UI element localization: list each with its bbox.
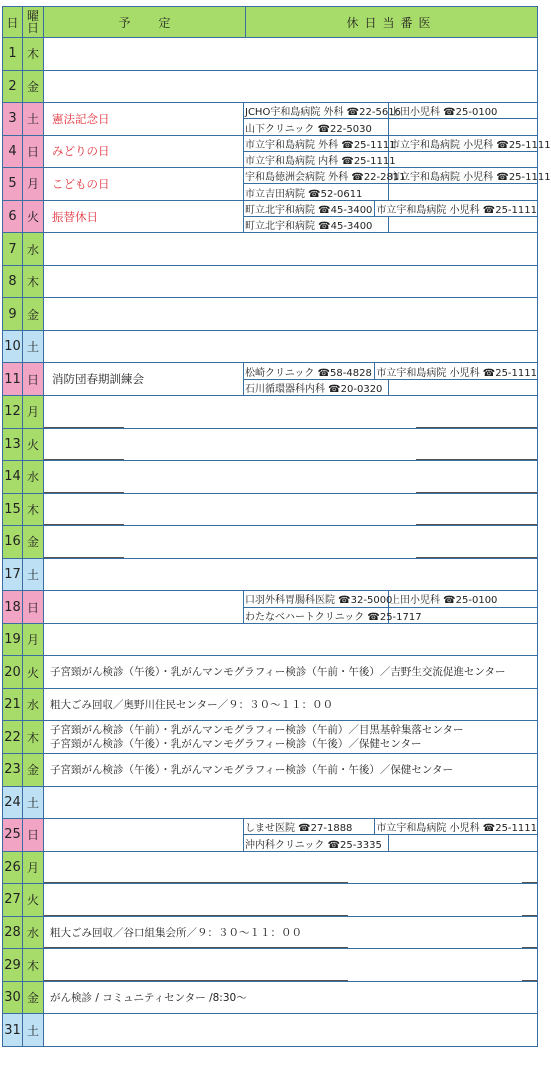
weekday-cell: 土	[23, 1014, 44, 1046]
weekday-cell: 土	[23, 559, 44, 591]
doctor-empty	[389, 152, 537, 167]
schedule-table	[2, 6, 551, 1047]
event-text	[44, 917, 537, 949]
event-line: がん検診 / コミュニティセンター /8:30～	[50, 991, 247, 1004]
underline	[522, 980, 537, 981]
doctor-entry: 市立宇和島病院 内科 ☎25-1111	[244, 152, 389, 167]
row-content	[44, 71, 537, 103]
table-row	[2, 136, 551, 169]
weekday-cell: 火	[23, 201, 44, 233]
weekday-cell: 水	[23, 233, 44, 265]
doctor-entry: わたなべハートクリニック ☎25-1717	[244, 608, 389, 623]
doctor-row	[244, 380, 537, 395]
weekday-cell: 月	[23, 624, 44, 656]
day-cell: 24	[3, 787, 23, 819]
plan-text: みどりの日	[52, 144, 110, 159]
row-content	[44, 461, 537, 493]
doctor-row	[244, 136, 551, 152]
weekday-cell: 日	[23, 363, 44, 395]
doctor-entry: 市立宇和島病院 小児科 ☎25-1111	[376, 204, 537, 216]
doctor-entry: 町立北宇和病院 ☎45-3400	[244, 201, 375, 216]
underline	[416, 557, 537, 558]
day-cell: 13	[3, 429, 23, 461]
row-content	[44, 982, 537, 1014]
row-content	[44, 266, 537, 298]
table-header	[2, 6, 538, 38]
day-cell: 1	[3, 38, 23, 70]
day-cell: 11	[3, 363, 23, 395]
event-line: 子宮頸がん検診（午前）・乳がんマンモグラフィー検診（午前）／目黒基幹集落センター	[50, 724, 464, 737]
weekday-cell: 月	[23, 852, 44, 884]
weekday-cell: 月	[23, 168, 44, 200]
underline	[44, 557, 124, 558]
event-line: 子宮頸がん検診（午後）・乳がんマンモグラフィー検診（午後）／保健センター	[50, 738, 422, 751]
weekday-cell: 木	[23, 949, 44, 981]
doctor-row	[244, 591, 537, 607]
day-cell: 2	[3, 71, 23, 103]
doctor-empty	[389, 119, 537, 134]
row-content	[44, 429, 537, 461]
underline	[44, 947, 348, 948]
underline	[416, 427, 537, 428]
day-cell: 22	[3, 721, 23, 753]
table-row	[2, 266, 538, 299]
underline	[44, 980, 348, 981]
header-plan: 予定	[44, 7, 246, 37]
weekday-cell: 火	[23, 884, 44, 916]
duty-doctor-cell	[243, 819, 537, 851]
day-cell: 17	[3, 559, 23, 591]
doctor-entry: 宇和島徳洲会病院 外科 ☎22-2811	[244, 168, 389, 183]
row-content	[44, 103, 537, 135]
row-content	[44, 38, 537, 70]
day-cell: 23	[3, 754, 23, 786]
row-content	[44, 721, 537, 753]
header-weekday: 曜日	[23, 7, 44, 37]
row-content	[44, 949, 537, 981]
day-cell: 20	[3, 656, 23, 688]
weekday-cell: 木	[23, 494, 44, 526]
table-row	[2, 233, 538, 266]
event-text	[44, 982, 537, 1014]
day-cell: 7	[3, 233, 23, 265]
row-content	[44, 591, 537, 623]
weekday-cell: 日	[23, 819, 44, 851]
row-content	[44, 689, 537, 721]
doctor-entry: 市立宇和島病院 小児科 ☎25-1111	[390, 139, 551, 151]
event-line: 子宮頸がん検診（午後）・乳がんマンモグラフィー検診（午前・午後）／吉野生交流促進センター	[50, 666, 506, 679]
table-row	[2, 71, 538, 104]
underline	[44, 427, 124, 428]
table-row	[2, 168, 551, 201]
row-content	[44, 201, 537, 233]
table-row	[2, 201, 538, 234]
row-content	[44, 1014, 537, 1046]
row-content	[44, 559, 537, 591]
event-line: 粗大ごみ回収／奥野川住民センター／９：３０～１１：００	[50, 698, 334, 711]
day-cell: 5	[3, 168, 23, 200]
table-row	[2, 787, 538, 820]
event-text	[44, 656, 537, 688]
doctor-entry: 市立宇和島病院 外科 ☎25-1111	[244, 136, 389, 151]
table-row	[2, 1014, 538, 1047]
underline	[416, 492, 537, 493]
weekday-cell: 水	[23, 461, 44, 493]
day-cell: 21	[3, 689, 23, 721]
table-row	[2, 949, 538, 982]
doctor-entry: しませ医院 ☎27-1888	[244, 819, 375, 834]
table-row	[2, 559, 538, 592]
row-content	[44, 852, 537, 884]
table-row	[2, 656, 538, 689]
plan-text: 振替休日	[52, 209, 98, 224]
row-content	[44, 819, 537, 851]
weekday-cell: 金	[23, 982, 44, 1014]
doctor-row	[244, 152, 537, 167]
underline	[44, 882, 348, 883]
doctor-empty	[389, 835, 537, 850]
day-cell: 30	[3, 982, 23, 1014]
event-text	[44, 689, 537, 721]
table-row	[2, 689, 538, 722]
table-row	[2, 526, 538, 559]
doctor-empty	[389, 184, 537, 199]
doctor-entry: 市立吉田病院 ☎52-0611	[244, 184, 389, 199]
day-cell: 26	[3, 852, 23, 884]
weekday-cell: 水	[23, 917, 44, 949]
doctor-entry: 松崎クリニック ☎58-4828	[244, 363, 375, 378]
underline	[44, 915, 348, 916]
table-row	[2, 721, 538, 754]
duty-doctor-cell	[243, 136, 551, 168]
row-content	[44, 298, 537, 330]
plan-text: 消防団春期訓練会	[52, 372, 144, 387]
event-line: 粗大ごみ回収／谷口組集会所／９：３０～１１：００	[50, 926, 302, 939]
weekday-cell: 土	[23, 331, 44, 363]
day-cell: 31	[3, 1014, 23, 1046]
table-row	[2, 461, 538, 494]
table-row	[2, 917, 538, 950]
row-content	[44, 396, 537, 428]
doctor-entry: 上田小児科 ☎25-0100	[390, 595, 498, 607]
event-text	[44, 721, 537, 753]
doctor-entry: JCHO宇和島病院 外科 ☎22-5616	[244, 103, 389, 118]
day-cell: 10	[3, 331, 23, 363]
day-cell: 18	[3, 591, 23, 623]
table-row	[2, 754, 538, 787]
day-cell: 4	[3, 136, 23, 168]
weekday-cell: 月	[23, 396, 44, 428]
underline	[44, 524, 124, 525]
doctor-row	[244, 835, 537, 850]
doctor-row	[244, 819, 537, 835]
table-row	[2, 298, 538, 331]
duty-doctor-cell	[243, 168, 551, 200]
weekday-cell: 金	[23, 526, 44, 558]
weekday-cell: 木	[23, 721, 44, 753]
doctor-entry: 市立宇和島病院 小児科 ☎25-1111	[376, 367, 537, 379]
row-content	[44, 884, 537, 916]
doctor-entry: 石川循環器科内科 ☎20-0320	[244, 380, 389, 395]
day-cell: 27	[3, 884, 23, 916]
day-cell: 9	[3, 298, 23, 330]
table-row	[2, 982, 538, 1015]
duty-doctor-cell	[243, 363, 537, 395]
table-row	[2, 38, 538, 71]
weekday-cell: 土	[23, 787, 44, 819]
table-row	[2, 591, 538, 624]
day-cell: 12	[3, 396, 23, 428]
duty-doctor-cell	[243, 201, 537, 233]
weekday-cell: 水	[23, 689, 44, 721]
doctor-row	[244, 217, 537, 232]
weekday-cell: 火	[23, 429, 44, 461]
table-row	[2, 819, 538, 852]
day-cell: 19	[3, 624, 23, 656]
weekday-cell: 金	[23, 71, 44, 103]
table-row	[2, 494, 538, 527]
header-day: 日	[3, 7, 23, 37]
doctor-entry: 沖内科クリニック ☎25-3335	[244, 835, 389, 850]
doctor-row	[244, 168, 551, 184]
underline	[44, 459, 124, 460]
table-row	[2, 624, 538, 657]
doctor-entry: 山下クリニック ☎22-5030	[244, 119, 389, 134]
doctor-row	[244, 201, 537, 217]
day-cell: 15	[3, 494, 23, 526]
row-content	[44, 624, 537, 656]
table-row	[2, 429, 538, 462]
weekday-cell: 金	[23, 298, 44, 330]
day-cell: 6	[3, 201, 23, 233]
underline	[522, 882, 537, 883]
header-doctor: 休日当番医	[346, 15, 437, 30]
row-content	[44, 363, 537, 395]
doctor-entry: 市立宇和島病院 小児科 ☎25-1111	[390, 172, 551, 184]
doctor-empty	[389, 608, 537, 623]
table-row	[2, 884, 538, 917]
table-body	[2, 38, 551, 1047]
row-content	[44, 136, 551, 168]
doctor-row	[244, 103, 537, 119]
underline	[522, 915, 537, 916]
row-content	[44, 656, 537, 688]
underline	[416, 524, 537, 525]
weekday-cell: 土	[23, 103, 44, 135]
row-content	[44, 168, 551, 200]
table-row	[2, 103, 538, 136]
row-content	[44, 526, 537, 558]
weekday-cell: 木	[23, 266, 44, 298]
weekday-cell: 木	[23, 38, 44, 70]
row-content	[44, 754, 537, 786]
underline	[416, 459, 537, 460]
doctor-row	[244, 119, 537, 134]
day-cell: 3	[3, 103, 23, 135]
row-content	[44, 494, 537, 526]
day-cell: 14	[3, 461, 23, 493]
doctor-entry: 口羽外科胃腸科医院 ☎32-5000	[244, 591, 389, 606]
doctor-row	[244, 608, 537, 623]
weekday-cell: 日	[23, 136, 44, 168]
weekday-cell: 火	[23, 656, 44, 688]
duty-doctor-cell	[243, 103, 537, 135]
doctor-empty	[389, 380, 537, 395]
day-cell: 25	[3, 819, 23, 851]
table-row	[2, 363, 538, 396]
weekday-cell: 金	[23, 754, 44, 786]
row-content	[44, 233, 537, 265]
weekday-cell: 日	[23, 591, 44, 623]
duty-doctor-cell	[243, 591, 537, 623]
table-row	[2, 852, 538, 885]
doctor-row	[244, 184, 537, 199]
doctor-entry: 市立宇和島病院 小児科 ☎25-1111	[376, 823, 537, 835]
table-row	[2, 331, 538, 364]
row-content	[44, 331, 537, 363]
underline	[44, 492, 124, 493]
day-cell: 28	[3, 917, 23, 949]
underline	[522, 947, 537, 948]
event-text	[44, 754, 537, 786]
table-row	[2, 396, 538, 429]
plan-text: こどもの日	[52, 176, 110, 191]
row-content	[44, 917, 537, 949]
day-cell: 8	[3, 266, 23, 298]
plan-text: 憲法記念日	[52, 111, 110, 126]
day-cell: 29	[3, 949, 23, 981]
row-content	[44, 787, 537, 819]
doctor-entry: 上田小児科 ☎25-0100	[390, 107, 498, 119]
doctor-row	[244, 363, 537, 379]
day-cell: 16	[3, 526, 23, 558]
doctor-entry: 町立北宇和病院 ☎45-3400	[244, 217, 389, 232]
event-line: 子宮頸がん検診（午後）・乳がんマンモグラフィー検診（午前・午後）／保健センター	[50, 763, 453, 776]
doctor-empty	[389, 217, 537, 232]
